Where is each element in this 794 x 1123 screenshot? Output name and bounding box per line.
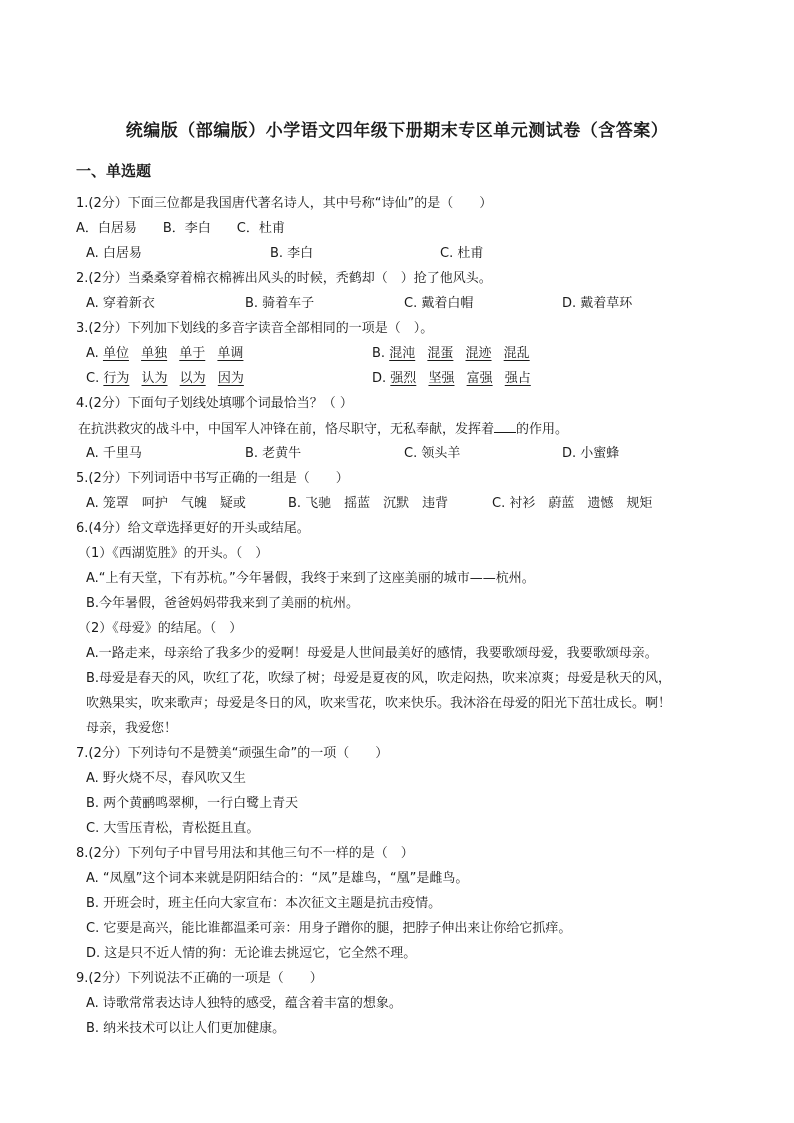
word: 单于 [179, 346, 206, 361]
sentence-part: 在抗洪救灾的战斗中，中国军人冲锋在前，恪尽职守，无私奉献，发挥着 [78, 422, 495, 437]
word: 行为 [103, 371, 130, 386]
word: 以为 [179, 371, 206, 386]
word: 单位 [102, 346, 129, 361]
word: 混蛋 [427, 346, 454, 361]
question-6-part-2-option-a: A.一路走来，母亲给了我多少的爱啊！母爱是人世间最美好的感情，我要歌颂母爱，我要歌颂母亲。 [86, 646, 658, 661]
option-label: A. [86, 346, 99, 361]
question-5-option-b: B. 飞驰 摇蓝 沉默 违背 [288, 496, 449, 511]
question-8-option-d: D. 这是只不近人情的狗：无论谁去挑逗它，它全然不理。 [86, 946, 417, 961]
question-1-option-c: C. 杜甫 [440, 246, 484, 261]
question-2-option-c: C. 戴着白帽 [404, 296, 474, 311]
question-3-option-a [86, 345, 243, 363]
word: 强烈 [390, 371, 417, 386]
word: 坚强 [428, 371, 455, 386]
question-1-option-a: A. 白居易 [86, 246, 142, 261]
question-8-option-c: C. 它要是高兴，能比谁都温柔可亲：用身子蹭你的腿，把脖子伸出来让你给它抓痒。 [86, 921, 572, 936]
question-1-inline-options: A．白居易 B．李白 C．杜甫 [76, 221, 285, 236]
question-1-option-b: B. 李白 [270, 246, 314, 261]
word: 单独 [141, 346, 168, 361]
question-3-stem: 3.(2分）下列加下划线的多音字读音全部相同的一项是（ ）。 [76, 321, 434, 336]
word: 强占 [504, 371, 531, 386]
question-9-option-b: B. 纳米技术可以让人们更加健康。 [86, 1021, 286, 1036]
section-heading: 一、单选题 [76, 162, 152, 180]
question-8-option-a: A. “凤凰”这个词本来就是阴阳结合的：“凤”是雄鸟，“凰”是雌鸟。 [86, 871, 469, 886]
word: 单调 [217, 346, 244, 361]
question-4-stem: 4.(2分）下面句子划线处填哪个词最恰当？（ ） [76, 396, 353, 411]
question-3-option-c [86, 370, 244, 388]
question-6-part-2-option-b-line-2: 吹熟果实，吹来歌声；母爱是冬日的风，吹来雪花，吹来快乐。我沐浴在母爱的阳光下茁壮成长。啊！ [86, 696, 672, 711]
question-6-part-1-option-a: A.“上有天堂，下有苏杭。”今年暑假，我终于来到了这座美丽的城市——杭州。 [86, 571, 535, 586]
question-2-stem: 2.(2分）当桑桑穿着棉衣棉裤出风头的时候，秃鹤却（ ）抢了他风头。 [76, 271, 492, 286]
page-title: 统编版（部编版）小学语文四年级下册期末专区单元测试卷（含答案） [125, 121, 669, 141]
question-5-stem: 5.(2分）下列词语中书写正确的一组是（ ） [76, 471, 349, 486]
word: 混迹 [465, 346, 492, 361]
question-4-option-d: D. 小蜜蜂 [562, 446, 620, 461]
question-8-stem: 8.(2分）下列句子中冒号用法和其他三句不一样的是（ ） [76, 846, 414, 861]
question-2-option-a: A. 穿着新衣 [86, 296, 155, 311]
question-5-option-a: A. 笼罩 呵护 气魄 疑或 [86, 496, 246, 511]
word: 富强 [466, 371, 493, 386]
word: 认为 [141, 371, 168, 386]
question-6-part-2-option-b-line-3: 母亲，我爱您！ [86, 721, 178, 736]
option-label: B. [372, 346, 386, 361]
question-9-option-a: A. 诗歌常常表达诗人独特的感受，蕴含着丰富的想象。 [86, 996, 402, 1011]
question-5-option-c: C. 衬衫 蔚蓝 遗憾 规矩 [492, 496, 653, 511]
question-6-stem: 6.(4分）给文章选择更好的开头或结尾。 [76, 521, 310, 536]
question-4-option-b: B. 老黄牛 [245, 446, 302, 461]
question-3-option-b [372, 345, 530, 363]
question-7-stem: 7.(2分）下列诗句不是赞美“顽强生命”的一项（ ） [76, 746, 389, 761]
question-6-part-1: （1）《西湖览胜》的开头。（ ） [78, 546, 269, 561]
word: 混乱 [503, 346, 530, 361]
word: 混沌 [389, 346, 416, 361]
question-6-part-2-option-b-line-1: B.母爱是春天的风，吹红了花，吹绿了树；母爱是夏夜的风，吹走闷热，吹来凉爽；母爱是秋天的风， [86, 671, 672, 686]
question-9-stem: 9.(2分）下列说法不正确的一项是（ ） [76, 971, 323, 986]
question-6-part-2: （2）《母爱》的结尾。（ ） [78, 621, 243, 636]
question-7-option-b: B. 两个黄鹂鸣翠柳，一行白鹭上青天 [86, 796, 299, 811]
sentence-part: 的作用。 [516, 422, 569, 437]
question-4-option-a: A. 千里马 [86, 446, 142, 461]
question-4-option-c: C. 领头羊 [404, 446, 461, 461]
fill-blank [494, 420, 516, 433]
question-1-stem: 1.(2分）下面三位都是我国唐代著名诗人，其中号称“诗仙”的是（ ） [76, 196, 493, 211]
word: 因为 [217, 371, 244, 386]
question-8-option-b: B. 开班会时，班主任向大家宣布：本次征文主题是抗击疫情。 [86, 896, 442, 911]
question-7-option-c: C. 大雪压青松，青松挺且直。 [86, 821, 260, 836]
question-7-option-a: A. 野火烧不尽，春风吹又生 [86, 771, 246, 786]
option-label: D. [372, 371, 387, 386]
option-label: C. [86, 371, 100, 386]
question-2-option-d: D. 戴着草环 [562, 296, 633, 311]
question-3-option-d [372, 370, 531, 388]
question-2-option-b: B. 骑着车子 [245, 296, 315, 311]
question-6-part-1-option-b: B.今年暑假，爸爸妈妈带我来到了美丽的杭州。 [86, 596, 360, 611]
question-4-sentence [78, 420, 568, 439]
